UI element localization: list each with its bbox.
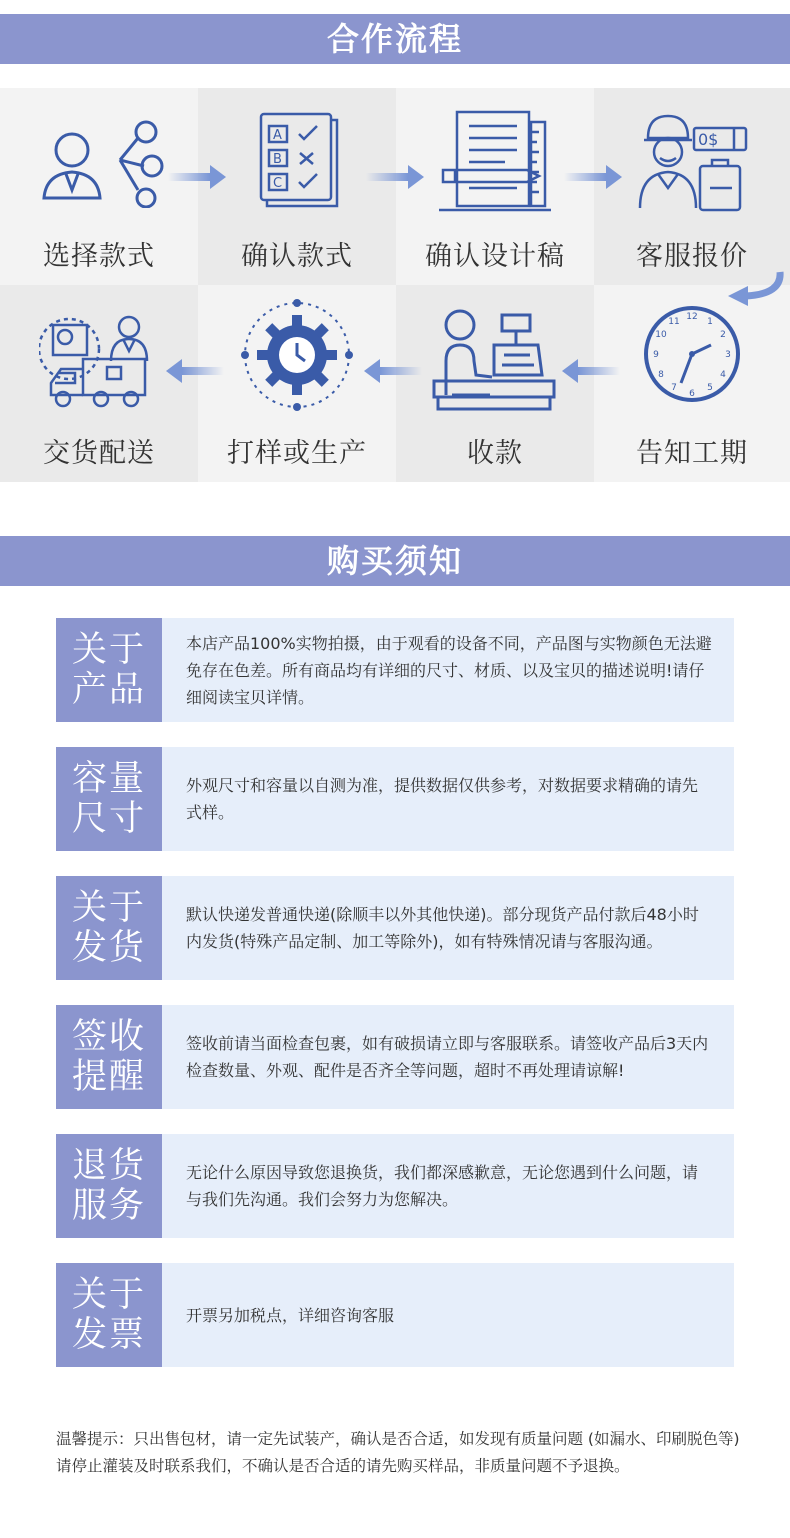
svg-text:2: 2 xyxy=(720,330,726,340)
svg-text:A: A xyxy=(273,128,282,143)
notice-section-title: 购买须知 xyxy=(0,536,790,586)
clock-icon xyxy=(637,299,747,409)
notice-product xyxy=(56,618,734,722)
process-step-label: 确认款式 xyxy=(241,241,353,272)
svg-text:10: 10 xyxy=(655,330,667,340)
notice-text: 本店产品100%实物拍摄，由于观看的设备不同，产品图与实物颜色无法避免存在色差。所有商品均有详细的尺寸、材质、以及宝贝的描述说明!请仔细阅读宝贝详情。 xyxy=(186,633,712,707)
arrow-right-icon xyxy=(366,164,426,190)
svg-text:9: 9 xyxy=(653,350,659,360)
process-step-label: 客服报价 xyxy=(636,241,748,272)
customer-service-quote-icon xyxy=(632,108,752,212)
svg-text:7: 7 xyxy=(671,383,677,393)
footer-tip: 温馨提示：只出售包材，请一定先试装产，确认是否合适，如发现有质量问题 (如漏水、印刷脱色等)请停止灌装及时联系我们，不确认是否合适的请先购买样品，非质量问题不予退换。 xyxy=(56,1430,740,1475)
process-section-title: 合作流程 xyxy=(0,14,790,64)
process-step-label: 收款 xyxy=(467,438,523,469)
notice-text: 签收前请当面检查包裹，如有破损请立即与客服联系。请签收产品后3天内检查数量、外观、配件是否齐全等问题，超时不再处理请谅解! xyxy=(186,1034,709,1080)
arrow-left-icon xyxy=(164,358,224,384)
process-step-label: 选择款式 xyxy=(43,241,155,272)
svg-text:11: 11 xyxy=(668,317,680,327)
notice-capacity xyxy=(56,747,734,851)
delivery-truck-icon xyxy=(39,305,159,415)
notice-tag: 关于 发票 xyxy=(56,1263,162,1367)
notice-text: 开票另加税点，详细咨询客服 xyxy=(186,1305,395,1325)
arrow-left-icon xyxy=(362,358,422,384)
process-step-label: 交货配送 xyxy=(43,438,155,469)
notice-tag: 签收 提醒 xyxy=(56,1005,162,1109)
notice-text: 无论什么原因导致您退换货，我们都深感歉意，无论您遇到什么问题，请与我们先沟通。我们会努力为您解决。 xyxy=(186,1163,699,1209)
svg-text:12: 12 xyxy=(686,312,698,322)
notice-tag: 容量 尺寸 xyxy=(56,747,162,851)
process-step-label: 确认设计稿 xyxy=(425,241,565,272)
svg-text:8: 8 xyxy=(658,370,664,380)
notice-return xyxy=(56,1134,734,1238)
svg-text:5: 5 xyxy=(707,383,713,393)
gear-production-icon xyxy=(237,295,357,415)
svg-text:4: 4 xyxy=(720,370,726,380)
process-step-label: 告知工期 xyxy=(636,438,748,469)
arrow-curve-icon xyxy=(722,270,788,314)
notice-receipt xyxy=(56,1005,734,1109)
process-step-5 xyxy=(594,285,790,482)
process-grid xyxy=(0,88,790,482)
svg-text:1: 1 xyxy=(707,317,713,327)
svg-text:0$: 0$ xyxy=(698,130,719,149)
svg-text:B: B xyxy=(273,152,282,167)
svg-text:C: C xyxy=(273,176,283,191)
notice-text: 外观尺寸和容量以自测为准，提供数据仅供参考，对数据要求精确的请先式样。 xyxy=(186,776,699,822)
notice-text: 默认快递发普通快递(除顺丰以外其他快递)。部分现货产品付款后48小时内发货(特殊产品定制、加工等除外)，如有特殊情况请与客服沟通。 xyxy=(186,905,699,951)
notice-tag: 关于 产品 xyxy=(56,618,162,722)
notice-invoice xyxy=(56,1263,734,1367)
arrow-left-icon xyxy=(560,358,620,384)
notice-shipping xyxy=(56,876,734,980)
arrow-right-icon xyxy=(168,164,228,190)
checklist-icon xyxy=(247,108,347,208)
svg-text:3: 3 xyxy=(725,350,731,360)
arrow-right-icon xyxy=(564,164,624,190)
notice-tag: 关于 发货 xyxy=(56,876,162,980)
choose-style-icon xyxy=(34,108,164,208)
design-draft-icon xyxy=(435,108,555,212)
svg-text:6: 6 xyxy=(689,389,695,399)
notice-tag: 退货 服务 xyxy=(56,1134,162,1238)
process-step-label: 打样或生产 xyxy=(227,438,367,469)
cashier-icon xyxy=(430,305,560,415)
